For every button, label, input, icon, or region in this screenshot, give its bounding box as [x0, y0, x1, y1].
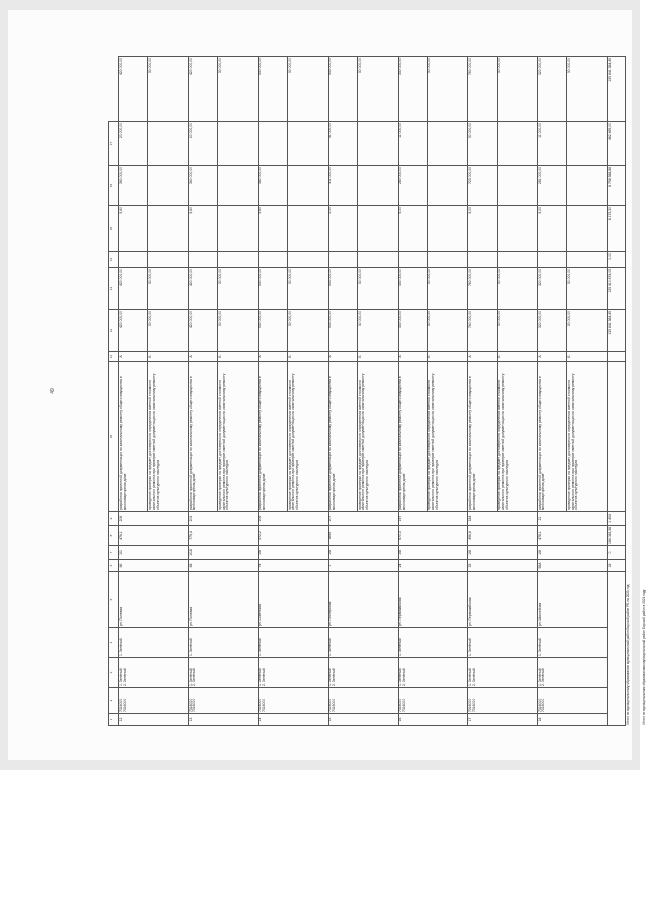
oktmo-code: 7316000 — [471, 698, 476, 712]
amount-fund: 420 000,00 — [189, 268, 218, 310]
footnote-row — [625, 57, 642, 726]
house-c8: 670,3 — [398, 526, 468, 546]
street-name: ул. Первомайская — [468, 572, 538, 628]
column-number-2: 2 — [109, 688, 119, 714]
house-c9: 21 — [538, 512, 608, 526]
amount-other: 11 000,00 — [398, 122, 427, 166]
amount-owners — [357, 166, 398, 206]
row-number: 16 — [398, 714, 468, 726]
work-description: проведение проверки на предмет достоверности определения сметной стоимости капитального ремонта при проверке сметной документации по капитальному ремонту объектов культурного наследия — [567, 362, 608, 512]
amount-region — [328, 252, 357, 268]
amount-other: 20 000,00 — [189, 122, 218, 166]
amount-other: 41 000,00 — [328, 122, 357, 166]
oktmo-code: 7316000 — [258, 698, 263, 712]
total-area: 0,00 — [607, 252, 625, 268]
amount-sum: 530 000,00 — [258, 57, 287, 122]
amount-owners — [288, 166, 329, 206]
row-number: 13 — [189, 714, 259, 726]
capital-repair-table — [108, 56, 658, 726]
amount-sum: 30 000,00 — [567, 57, 608, 122]
street-name: ул. Полевая — [119, 572, 189, 628]
work-kind: А — [119, 352, 148, 362]
column-number-8: 8 — [109, 526, 119, 546]
district-names — [398, 658, 468, 688]
total-total: 135 841 384,45 — [607, 310, 625, 352]
amount-region — [468, 252, 497, 268]
work-description: разработка проектной документации по капитальному ремонту общего имущества в многоквартирном доме — [538, 362, 567, 512]
amount-other — [148, 122, 189, 166]
district-name: 1. Зелёный — [467, 668, 472, 686]
amount-area — [567, 206, 608, 252]
amount-area — [288, 206, 329, 252]
data-table — [108, 56, 658, 726]
amount-fund: 30 000,00 — [148, 268, 189, 310]
oktmo-codes — [468, 688, 538, 714]
amount-fund: 30 000,00 — [567, 268, 608, 310]
footnote-text: Итого по муниципальным образованиям муниципальный район Бирский район в 2021 году — [642, 589, 647, 725]
oktmo-code: 7316000 — [122, 698, 127, 712]
column-number-17: 17 — [109, 122, 119, 166]
house-c7: 1/8 — [398, 546, 468, 560]
oktmo-code: 7316000 — [467, 698, 472, 712]
amount-owners: 360 000,00 — [189, 166, 218, 206]
table-row — [119, 57, 148, 726]
amount-area — [357, 206, 398, 252]
district-name: 1. Зелёный — [258, 668, 263, 686]
amount-fund: 30 000,00 — [427, 268, 468, 310]
house-c6: 68 — [189, 560, 259, 572]
town-name: 1. Зелёный — [258, 628, 328, 658]
page-number: 49 — [49, 388, 56, 394]
district-names — [328, 658, 398, 688]
amount-owners: 281 000,00 — [538, 166, 567, 206]
work-kind: Б — [148, 352, 189, 362]
house-c9: 206 — [119, 512, 189, 526]
oktmo-code: 7316000 — [262, 698, 267, 712]
amount-fund: 30 000,00 — [357, 268, 398, 310]
amount-total: 30 000,00 — [497, 310, 538, 352]
table-row — [468, 57, 497, 726]
work-kind: Б — [288, 352, 329, 362]
amount-total: 30 000,00 — [218, 310, 259, 352]
house-c8: 476,1 — [119, 526, 189, 546]
district-names — [189, 658, 259, 688]
oktmo-codes — [328, 688, 398, 714]
work-kind: А — [328, 352, 357, 362]
total-owners: 8 758 588,88 — [607, 166, 625, 206]
amount-area: 5,60 — [189, 206, 218, 252]
amount-owners: 360 000,00 — [119, 166, 148, 206]
house-c7: 1/8 — [538, 546, 608, 560]
total-fund: 135 410 674,05 — [607, 268, 625, 310]
amount-sum: 30 000,00 — [357, 57, 398, 122]
oktmo-code: 7316000 — [398, 698, 403, 712]
amount-region — [398, 252, 427, 268]
work-description: проведение проверки на предмет достоверности определения сметной стоимости капитального ремонта при проверке сметной документации по капитальному ремонту объектов культурного наследия — [288, 362, 329, 512]
district-name: 1. Зелёный — [398, 668, 403, 686]
amount-total: 30 000,00 — [567, 310, 608, 352]
amount-sum: 533 000,00 — [328, 57, 357, 122]
work-kind: А — [189, 352, 218, 362]
total-c8: 184 083,38 — [607, 526, 625, 546]
work-kind: Б — [427, 352, 468, 362]
town-name: 1. Зелёный — [328, 628, 398, 658]
column-number-7: 7 — [109, 546, 119, 560]
rotated-table-wrapper — [108, 56, 658, 726]
oktmo-code: 7316000 — [328, 698, 333, 712]
oktmo-code: 7316000 — [541, 698, 546, 712]
footnote-row — [642, 57, 658, 726]
district-names — [468, 658, 538, 688]
amount-area — [218, 206, 259, 252]
town-name: 1. Зелёный — [398, 628, 468, 658]
street-name: ул. Первомайская — [398, 572, 468, 628]
amount-sum: 420 000,00 — [189, 57, 218, 122]
amount-region — [357, 252, 398, 268]
column-number-5: 5 — [109, 572, 119, 628]
work-description: разработка проектной документации по капитальному ремонту общего имущества в многоквартирном доме — [189, 362, 218, 512]
house-c8: 478,1 — [538, 526, 608, 546]
house-c6: 24 — [398, 560, 468, 572]
amount-owners: 380 000,00 — [258, 166, 287, 206]
district-names — [119, 658, 189, 688]
work-kind: Б — [218, 352, 259, 362]
district-name: 2. Зелёный — [122, 668, 127, 686]
oktmo-codes — [398, 688, 468, 714]
total-other: 462 495,00 — [607, 122, 625, 166]
column-number-1: 1 — [109, 714, 119, 726]
house-c6: 66 — [119, 560, 189, 572]
work-description: разработка проектной документации по капитальному ремонту общего имущества в многоквартирном доме — [398, 362, 427, 512]
amount-other — [357, 122, 398, 166]
amount-region — [258, 252, 287, 268]
work-kind: А — [538, 352, 567, 362]
amount-fund: 760 000,00 — [468, 268, 497, 310]
oktmo-code: 7316000 — [537, 698, 542, 712]
row-number: 18 — [538, 714, 608, 726]
street-name: ул. Шоссейная — [538, 572, 608, 628]
house-c9: 197 — [398, 512, 468, 526]
work-description: проведение проверки на предмет достоверности определения сметной стоимости капитального ремонта при проверке сметной документации по капитальному ремонту объектов культурного наследия — [427, 362, 468, 512]
row-number: 14 — [258, 714, 328, 726]
oktmo-code: 7316000 — [118, 698, 123, 712]
work-description: проведение проверки на предмет достоверности определения сметной стоимости капитального ремонта при проверке сметной документации по капитальному ремонту объектов культурного наследия — [218, 362, 259, 512]
oktmo-code: 7316000 — [188, 698, 193, 712]
street-name: ул. Советская — [258, 572, 328, 628]
work-description: проведение проверки на предмет достоверности определения сметной стоимости капитального ремонта при проверке сметной документации по капитальному ремонту объектов культурного наследия — [357, 362, 398, 512]
amount-fund: 530 000,00 — [258, 268, 287, 310]
amount-other — [427, 122, 468, 166]
column-number-12: 12 — [109, 310, 119, 352]
amount-other: 11 000,00 — [538, 122, 567, 166]
amount-area: 5,60 — [119, 206, 148, 252]
district-name: 1. Зелёный — [537, 668, 542, 686]
amount-owners: 723 000,00 — [468, 166, 497, 206]
district-names — [538, 658, 608, 688]
amount-region — [148, 252, 189, 268]
total-sum: 135 841 384,45 — [607, 57, 625, 122]
total-c6: 18 — [607, 560, 625, 572]
amount-owners — [497, 166, 538, 206]
house-c7: 1/18 — [189, 546, 259, 560]
amount-sum: 30 000,00 — [218, 57, 259, 122]
table-row — [398, 57, 427, 726]
amount-region — [189, 252, 218, 268]
amount-fund: 330 000,00 — [398, 268, 427, 310]
amount-fund: 30 000,00 — [288, 268, 329, 310]
house-c9: 207 — [328, 512, 398, 526]
town-name: 1. Зелёный — [468, 628, 538, 658]
amount-other — [258, 122, 287, 166]
table-row — [328, 57, 357, 726]
amount-other — [288, 122, 329, 166]
amount-owners — [567, 166, 608, 206]
town-name: 1. Зелёный — [538, 628, 608, 658]
amount-total: 30 000,00 — [427, 310, 468, 352]
amount-sum: 330 000,00 — [398, 57, 427, 122]
work-description: проведение проверки на предмет достоверности определения сметной стоимости капитального ремонта при проверке сметной документации по капитальному ремонту объектов культурного наследия — [497, 362, 538, 512]
house-c8: 779,4 — [189, 526, 259, 546]
amount-area — [148, 206, 189, 252]
amount-region — [567, 252, 608, 268]
amount-area: 5,00 — [398, 206, 427, 252]
amount-sum: 30 000,00 — [497, 57, 538, 122]
amount-sum: 30 000,00 — [427, 57, 468, 122]
amount-region — [218, 252, 259, 268]
house-c9: 206 — [258, 512, 328, 526]
amount-total: 533 000,00 — [328, 310, 357, 352]
total-desc-cell — [607, 362, 625, 512]
amount-fund: 420 000,00 — [119, 268, 148, 310]
amount-owners: 411 000,00 — [328, 166, 357, 206]
house-c8: 4695 — [328, 526, 398, 546]
amount-fund: 30 000,00 — [497, 268, 538, 310]
amount-area — [427, 206, 468, 252]
district-name: 2. Зелёный — [332, 668, 336, 686]
amount-area — [497, 206, 538, 252]
house-c6: 74 — [258, 560, 328, 572]
district-name: 1. Зелёный — [188, 668, 193, 686]
house-c6: 1 — [328, 560, 398, 572]
amount-sum: 30 000,00 — [148, 57, 189, 122]
district-name: 2. Зелёный — [471, 668, 476, 686]
oktmo-code: 7316000 — [192, 698, 197, 712]
row-number: 12 — [119, 714, 189, 726]
footnote-text: Итого по муниципальному образованию муниципальный район Бирский район РБ на 2021 год — [625, 584, 630, 725]
house-c9: 184 — [468, 512, 538, 526]
amount-total: 30 000,00 — [148, 310, 189, 352]
house-c8: 496,8 — [468, 526, 538, 546]
column-number-13: 13 — [109, 268, 119, 310]
work-description: разработка проектной документации по капитальному ремонту общего имущества в многоквартирном доме — [468, 362, 497, 512]
amount-sum: 760 000,00 — [468, 57, 497, 122]
oktmo-code: 7316000 — [401, 698, 406, 712]
amount-other — [497, 122, 538, 166]
work-description: проведение проверки на предмет достоверности определения сметной стоимости капитального ремонта при проверке сметной документации по капитальному ремонту объектов культурного наследия — [148, 362, 189, 512]
district-name: 1. Зелёный — [118, 668, 123, 686]
district-names — [258, 658, 328, 688]
house-c7: 1/8 — [258, 546, 328, 560]
amount-region — [497, 252, 538, 268]
work-kind: А — [468, 352, 497, 362]
total-extra: 8 173,30 — [607, 206, 625, 252]
amount-sum: 420 000,00 — [119, 57, 148, 122]
amount-total: 30 000,00 — [357, 310, 398, 352]
row-number: 15 — [328, 714, 398, 726]
amount-other — [218, 122, 259, 166]
amount-region — [119, 252, 148, 268]
amount-total: 330 000,00 — [398, 310, 427, 352]
house-c7: 1/8 — [468, 546, 538, 560]
column-number-16: 16 — [109, 166, 119, 206]
oktmo-codes — [119, 688, 189, 714]
work-kind: Б — [497, 352, 538, 362]
amount-sum: 320 000,00 — [538, 57, 567, 122]
work-description: разработка проектной документации по капитальному ремонту общего имущества в многоквартирном доме — [328, 362, 357, 512]
scanned-sheet — [8, 10, 647, 760]
oktmo-code: 7316000 — [332, 698, 336, 712]
amount-other — [567, 122, 608, 166]
table-row — [258, 57, 287, 726]
column-number-14: 14 — [109, 252, 119, 268]
town-name: 1. Зелёный — [189, 628, 259, 658]
totals-row — [607, 57, 625, 726]
town-name: 1. Зелёный — [119, 628, 189, 658]
amount-area: 5,00 — [468, 206, 497, 252]
column-number-row — [109, 57, 119, 726]
total-kind-cell — [607, 352, 625, 362]
street-name: ул. Полевая — [189, 572, 259, 628]
amount-area: 5,60 — [258, 206, 287, 252]
table-row — [189, 57, 218, 726]
amount-region — [288, 252, 329, 268]
amount-total: 420 000,00 — [189, 310, 218, 352]
table-row — [538, 57, 567, 726]
district-name: 2. Зелёный — [401, 668, 406, 686]
amount-total: 30 000,00 — [288, 310, 329, 352]
amount-sum: 30 000,00 — [288, 57, 329, 122]
district-name: 2. Зелёный — [192, 668, 197, 686]
row-number: 17 — [468, 714, 538, 726]
column-number-15: 15 — [109, 206, 119, 252]
work-kind: Б — [567, 352, 608, 362]
amount-fund: 320 000,00 — [538, 268, 567, 310]
total-c7: 0 — [607, 546, 625, 560]
column-number-10: 10 — [109, 362, 119, 512]
amount-region — [538, 252, 567, 268]
amount-total: 760 000,00 — [468, 310, 497, 352]
work-kind: А — [258, 352, 287, 362]
house-c6: 33 — [468, 560, 538, 572]
amount-total: 420 000,00 — [119, 310, 148, 352]
house-c8: 572,2 — [258, 526, 328, 546]
amount-owners — [218, 166, 259, 206]
house-c6: 56А — [538, 560, 608, 572]
amount-other: 30 000,00 — [468, 122, 497, 166]
work-kind: Б — [357, 352, 398, 362]
column-number-4: 4 — [109, 628, 119, 658]
amount-total: 320 000,00 — [538, 310, 567, 352]
amount-other: 20 000,00 — [119, 122, 148, 166]
district-name: 2. Зелёный — [541, 668, 546, 686]
work-description: разработка проектной документации по капитальному ремонту общего имущества в многоквартирном доме — [258, 362, 287, 512]
totals-label-cell — [607, 572, 625, 726]
oktmo-codes — [258, 688, 328, 714]
column-number-6: 6 — [109, 560, 119, 572]
district-name: 2. Зелёный — [262, 668, 267, 686]
amount-area: 2,00 — [328, 206, 357, 252]
house-c7: 1/8 — [328, 546, 398, 560]
house-c7: 1/1 — [119, 546, 189, 560]
oktmo-codes — [538, 688, 608, 714]
column-number-9: 9 — [109, 512, 119, 526]
oktmo-codes — [189, 688, 259, 714]
amount-total: 530 000,00 — [258, 310, 287, 352]
district-name: 1. Зелёный — [328, 668, 333, 686]
column-number-11: 11 — [109, 352, 119, 362]
amount-fund: 533 000,00 — [328, 268, 357, 310]
street-name: ул. Пионерская — [328, 572, 398, 628]
work-description: разработка проектной документации по капитальному ремонту общего имущества в многоквартирном доме — [119, 362, 148, 512]
total-c9: 1 434 — [607, 512, 625, 526]
amount-region — [427, 252, 468, 268]
amount-area: 5,00 — [538, 206, 567, 252]
house-c9: 203 — [189, 512, 259, 526]
amount-owners — [427, 166, 468, 206]
work-kind: А — [398, 352, 427, 362]
amount-owners: 280 000,00 — [398, 166, 427, 206]
column-number-3: 3 — [109, 658, 119, 688]
amount-owners — [148, 166, 189, 206]
amount-fund: 30 000,00 — [218, 268, 259, 310]
